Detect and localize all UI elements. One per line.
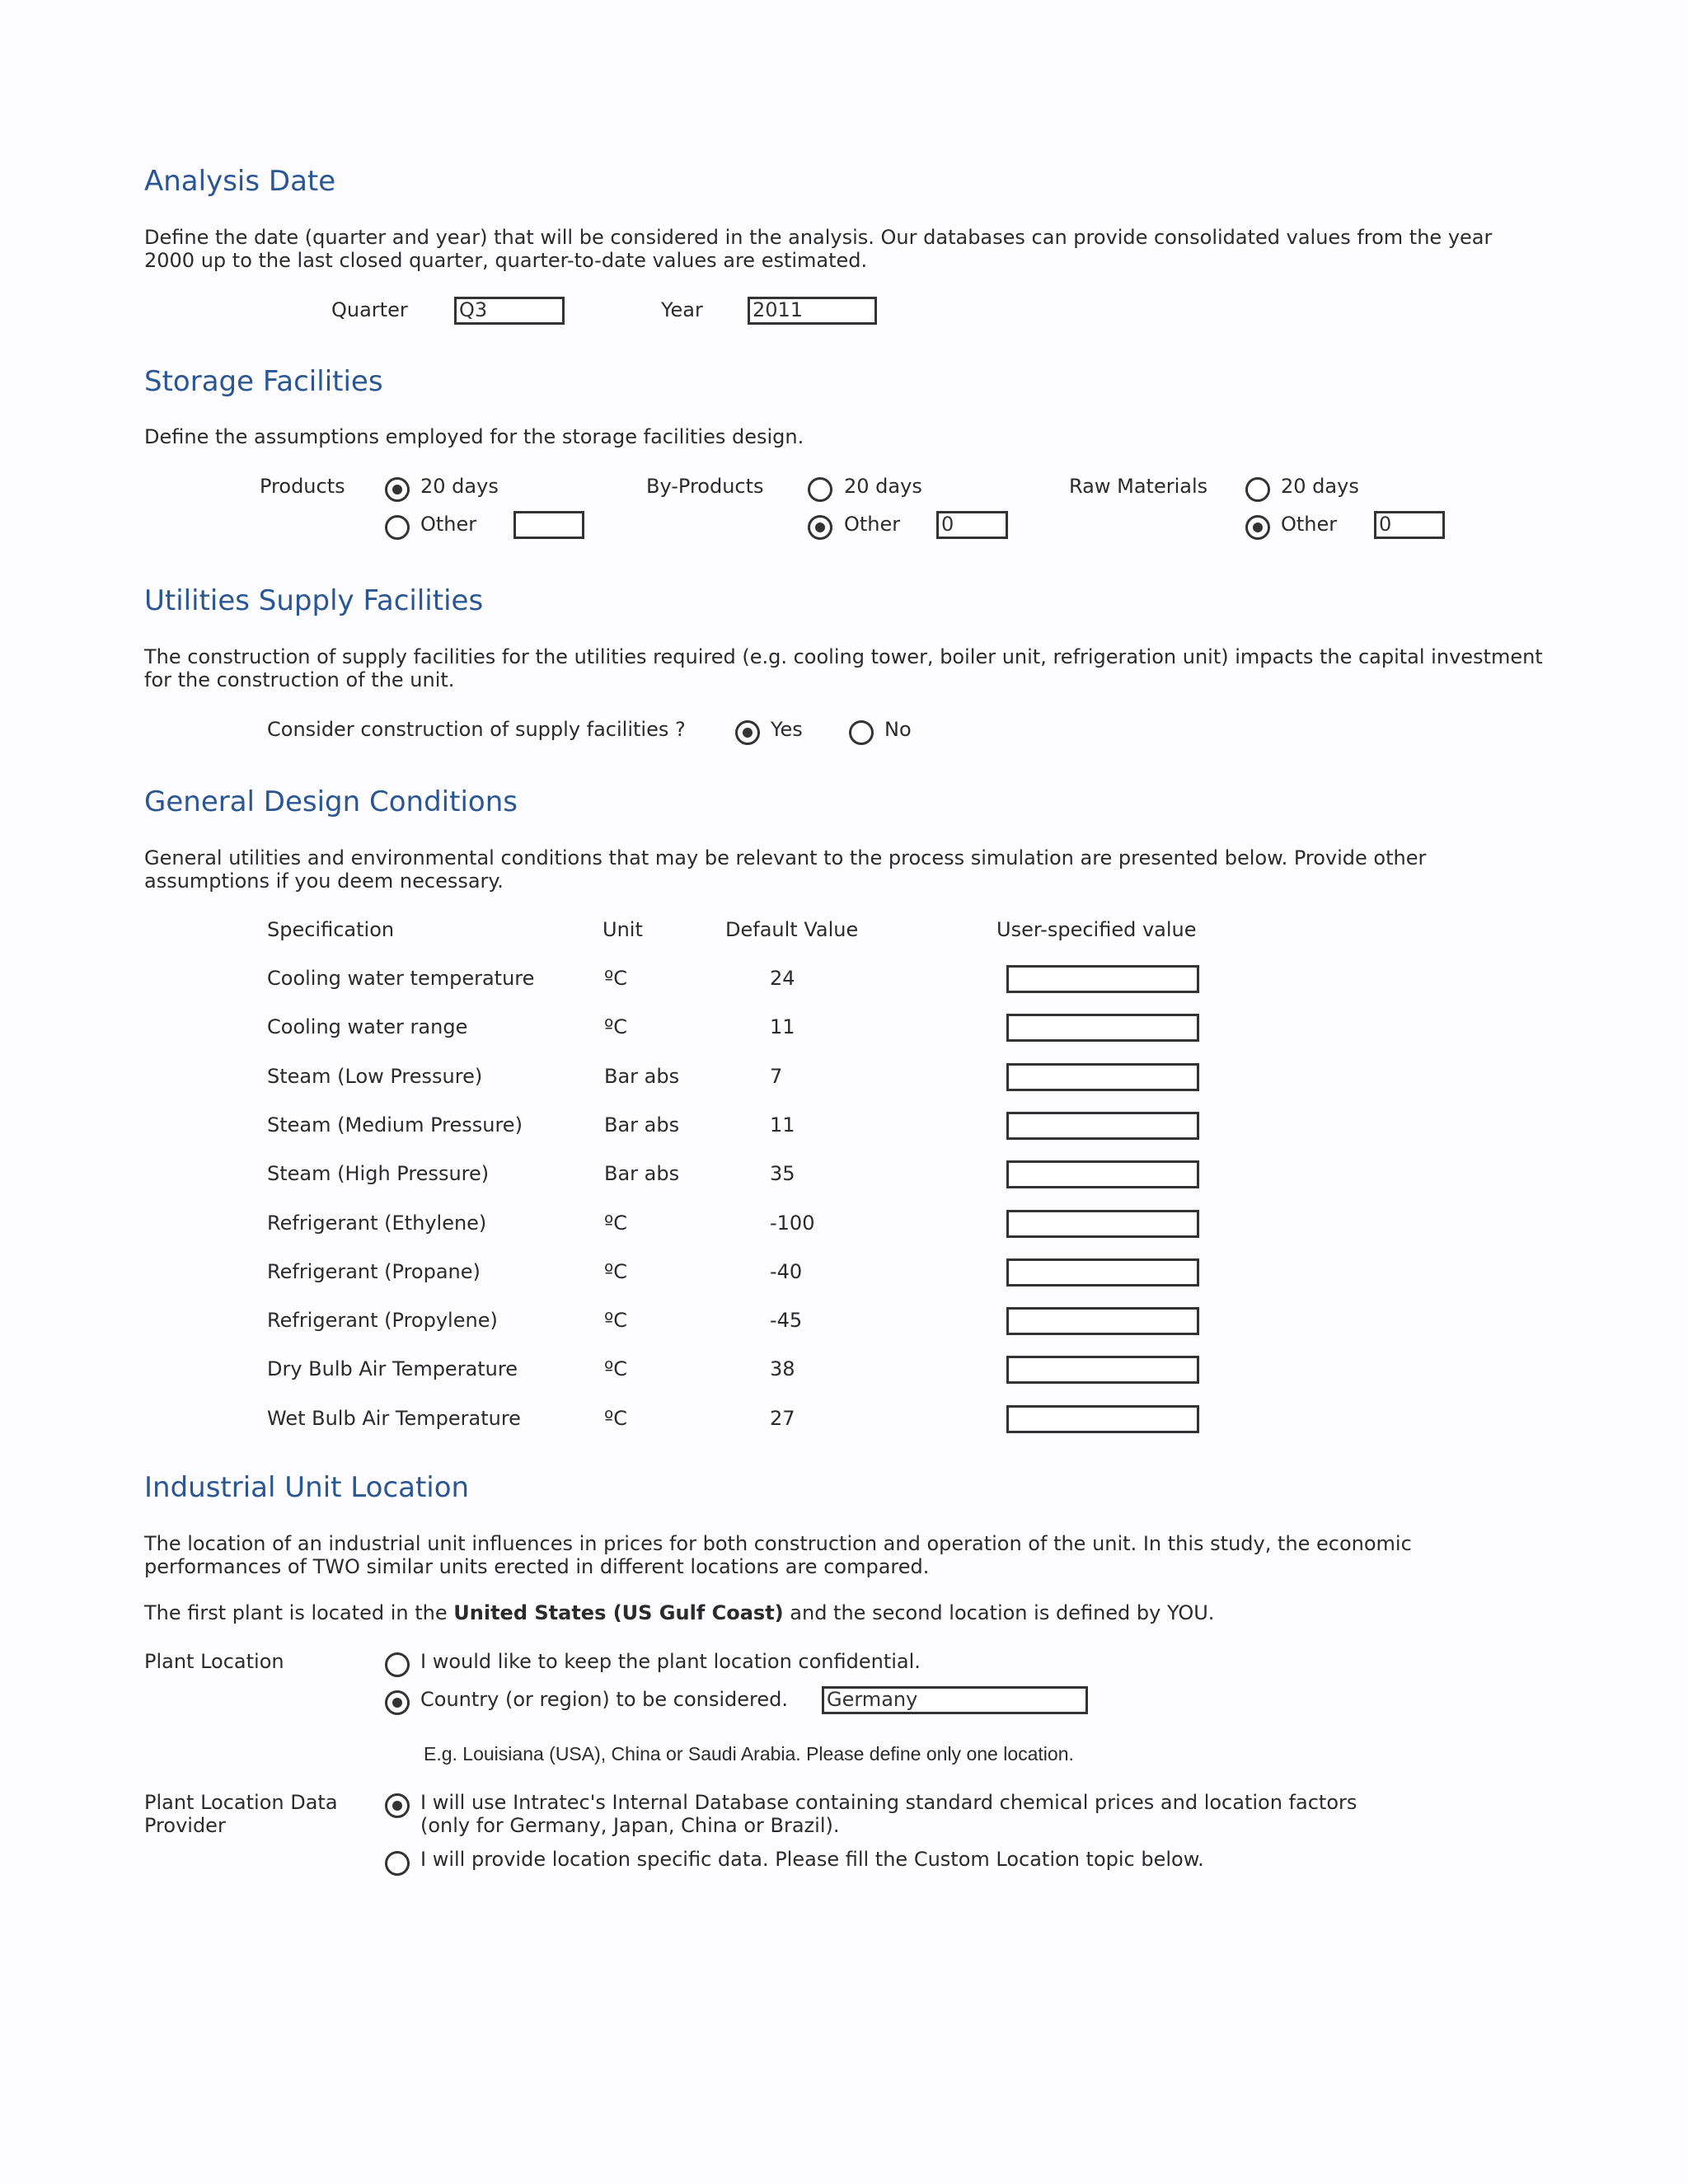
- location-country-label: Country (or region) to be considered.: [420, 1688, 788, 1711]
- unit-cell: ºC: [604, 1407, 628, 1430]
- general-design-description: General utilities and environmental conditions that may be relevant to the process simulation are presented below. Provide other assumptions if you deem necessary.: [144, 846, 1427, 893]
- column-header-specification: Specification: [267, 918, 395, 941]
- default-value-cell: 11: [770, 1015, 795, 1038]
- unit-cell: ºC: [604, 1212, 628, 1235]
- quarter-input[interactable]: Q3: [454, 297, 565, 325]
- unit-cell: Bar abs: [604, 1162, 680, 1185]
- unit-cell: ºC: [604, 1260, 628, 1283]
- year-input[interactable]: 2011: [748, 297, 877, 325]
- analysis-date-description: Define the date (quarter and year) that will be considered in the analysis. Our databases can provide consolidated values from the year 2000 up to the last closed quarter, quarter-to-date values are estimated.: [144, 226, 1493, 272]
- unit-cell: ºC: [604, 1015, 628, 1038]
- first-plant-post: and the second location is defined by YOU.: [783, 1601, 1215, 1624]
- column-header-user-value: User-specified value: [996, 918, 1197, 941]
- user-value-input[interactable]: [1006, 1405, 1199, 1433]
- raw-materials-other-label: Other: [1281, 513, 1338, 536]
- spec-cell: Refrigerant (Ethylene): [267, 1212, 487, 1235]
- raw-materials-20-days-label: 20 days: [1281, 475, 1359, 498]
- user-value-input[interactable]: [1006, 1063, 1199, 1091]
- user-value-input[interactable]: [1006, 1356, 1199, 1384]
- by-products-other-input[interactable]: 0: [936, 511, 1008, 539]
- data-provider-internal-label: I will use Intratec's Internal Database containing standard chemical prices and location factors (only for Germany, Japan, China or Brazil).: [420, 1791, 1357, 1837]
- user-value-input[interactable]: [1006, 1258, 1199, 1286]
- raw-materials-other-input[interactable]: 0: [1374, 511, 1445, 539]
- supply-facilities-yes-label: Yes: [771, 718, 803, 741]
- year-label: Year: [661, 298, 703, 321]
- raw-materials-20-days-radio[interactable]: [1245, 477, 1270, 502]
- by-products-20-days-label: 20 days: [844, 475, 922, 498]
- default-value-cell: 38: [770, 1357, 795, 1380]
- spec-cell: Wet Bulb Air Temperature: [267, 1407, 521, 1430]
- products-other-radio[interactable]: [385, 515, 410, 540]
- products-20-days-radio[interactable]: [385, 477, 410, 502]
- by-products-other-label: Other: [844, 513, 901, 536]
- supply-facilities-question: Consider construction of supply facilities ?: [267, 718, 686, 741]
- spec-cell: Steam (High Pressure): [267, 1162, 490, 1185]
- utilities-supply-description: The construction of supply facilities for the utilities required (e.g. cooling tower, boiler unit, refrigeration unit) impacts the capital investment for the construction of the unit.: [144, 645, 1543, 691]
- analysis-date-heading: Analysis Date: [144, 165, 336, 198]
- default-value-cell: -100: [770, 1212, 815, 1235]
- default-value-cell: -40: [770, 1260, 803, 1283]
- data-provider-internal-radio[interactable]: [385, 1793, 410, 1818]
- products-other-input[interactable]: [513, 511, 584, 539]
- supply-facilities-yes-radio[interactable]: [735, 720, 760, 745]
- data-provider-custom-radio[interactable]: [385, 1851, 410, 1876]
- first-plant-location: United States (US Gulf Coast): [453, 1601, 784, 1624]
- spec-cell: Cooling water range: [267, 1015, 468, 1038]
- by-products-other-radio[interactable]: [808, 515, 832, 540]
- spec-cell: Steam (Low Pressure): [267, 1065, 483, 1088]
- products-20-days-label: 20 days: [420, 475, 499, 498]
- country-input[interactable]: Germany: [822, 1686, 1088, 1714]
- unit-cell: Bar abs: [604, 1113, 680, 1137]
- unit-cell: ºC: [604, 967, 628, 990]
- quarter-label: Quarter: [331, 298, 408, 321]
- spec-cell: Refrigerant (Propane): [267, 1260, 481, 1283]
- data-provider-label: Plant Location Data Provider: [144, 1791, 338, 1837]
- default-value-cell: 7: [770, 1065, 783, 1088]
- storage-facilities-description: Define the assumptions employed for the storage facilities design.: [144, 425, 804, 448]
- column-header-default-value: Default Value: [725, 918, 859, 941]
- unit-cell: Bar abs: [604, 1065, 680, 1088]
- raw-materials-label: Raw Materials: [1069, 475, 1208, 498]
- location-confidential-radio[interactable]: [385, 1652, 410, 1677]
- default-value-cell: 35: [770, 1162, 795, 1185]
- default-value-cell: 27: [770, 1407, 795, 1430]
- user-value-input[interactable]: [1006, 1014, 1199, 1042]
- supply-facilities-no-radio[interactable]: [849, 720, 874, 745]
- data-provider-custom-label: I will provide location specific data. Please fill the Custom Location topic below.: [420, 1848, 1204, 1871]
- default-value-cell: 11: [770, 1113, 795, 1137]
- spec-cell: Dry Bulb Air Temperature: [267, 1357, 518, 1380]
- spec-cell: Steam (Medium Pressure): [267, 1113, 523, 1137]
- unit-cell: ºC: [604, 1309, 628, 1332]
- by-products-20-days-radio[interactable]: [808, 477, 832, 502]
- general-design-heading: General Design Conditions: [144, 785, 518, 818]
- industrial-location-heading: Industrial Unit Location: [144, 1471, 470, 1504]
- spec-cell: Refrigerant (Propylene): [267, 1309, 498, 1332]
- by-products-label: By-Products: [646, 475, 764, 498]
- products-label: Products: [260, 475, 345, 498]
- user-value-input[interactable]: [1006, 1210, 1199, 1238]
- location-confidential-label: I would like to keep the plant location confidential.: [420, 1650, 921, 1673]
- user-value-input[interactable]: [1006, 1160, 1199, 1188]
- user-value-input[interactable]: [1006, 965, 1199, 993]
- plant-location-label: Plant Location: [144, 1650, 284, 1673]
- spec-cell: Cooling water temperature: [267, 967, 535, 990]
- user-value-input[interactable]: [1006, 1307, 1199, 1335]
- location-hint: E.g. Louisiana (USA), China or Saudi Arabia. Please define only one location.: [424, 1743, 1074, 1765]
- industrial-location-description: The location of an industrial unit influences in prices for both construction and operation of the unit. In this study, the economic performances of TWO similar units erected in different locations are compared.: [144, 1532, 1412, 1578]
- unit-cell: ºC: [604, 1357, 628, 1380]
- first-plant-pre: The first plant is located in the: [144, 1601, 454, 1624]
- default-value-cell: 24: [770, 967, 795, 990]
- first-plant-statement: [144, 1601, 1214, 1624]
- supply-facilities-no-label: No: [884, 718, 912, 741]
- storage-facilities-heading: Storage Facilities: [144, 365, 383, 398]
- products-other-label: Other: [420, 513, 477, 536]
- raw-materials-other-radio[interactable]: [1245, 515, 1270, 540]
- user-value-input[interactable]: [1006, 1112, 1199, 1140]
- utilities-supply-heading: Utilities Supply Facilities: [144, 584, 484, 617]
- default-value-cell: -45: [770, 1309, 803, 1332]
- location-country-radio[interactable]: [385, 1690, 410, 1715]
- column-header-unit: Unit: [603, 918, 643, 941]
